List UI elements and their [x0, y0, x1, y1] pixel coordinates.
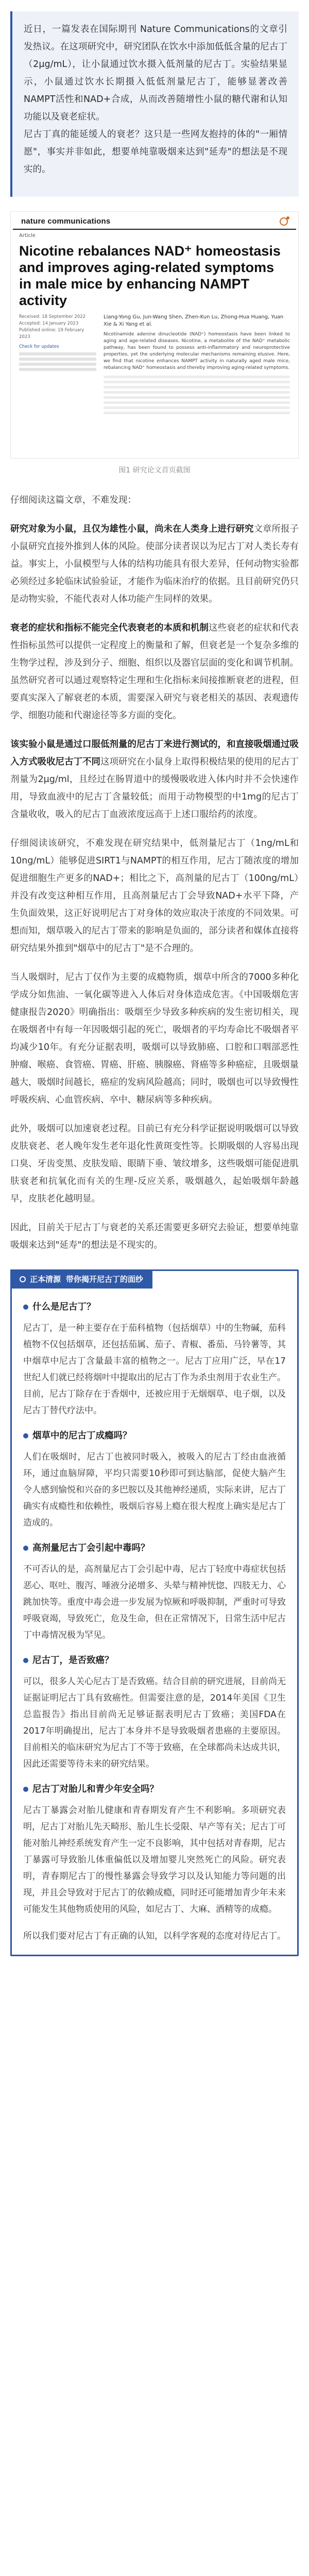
paper-authors: Liang-Yong Gu, Jun-Wang Shen, Zhen-Kun Lu, Zhong-Hua Huang, Yuan Xie & Xi Yang et al.	[104, 314, 284, 327]
faq-answer-1: 尼古丁，是一种主要存在于茄科植物（包括烟草）中的生物碱，茄科植物不仅包括烟草，还包括茄属、茄子、青椒、番茄、马铃薯等，其中烟草中尼古丁含量最丰富的植物之一。尼古丁应用广泛，早在17世纪人们就已经将烟叶中提取出的尼古丁作为杀虫剂用于农业生产。目前，尼古丁除存在于香烟中，还被应用于无烟烟草、电子烟，以及尼古丁替代疗法中。	[23, 1323, 286, 1416]
abstract-continuation	[104, 376, 290, 414]
paper-screenshot-figure	[10, 211, 299, 459]
point-1-body: 文章所报子小鼠研究直接外推到人体的风险。使部分读者误以为尼古丁对人类长寿有益。事实上，小鼠模型与人体的结构功能具有很大差异，任何动物实验都必须经过多轮临床试验验证，才能作为临床治疗的依据。且目前研究仍只是动物实验，不能代表对人体功能产生同样的效果。	[10, 524, 299, 604]
faq-answer-5: 尼古丁暴露会对胎儿健康和青春期发育产生不利影响。多项研究表明，尼古丁对胎儿先天畸形、胎儿生长受限、早产等有关；尼古丁可能对胎儿神经系统发育产生一定不良影响，其中包括对青春期，尼古丁暴露可导致胎儿体重偏低以及增加婴儿突然死亡的风险。研究表明，青春期尼古丁的慢性暴露会导致学习以及认知能力等问题的出现，并且会导致对于尼古丁的依赖成瘾，同时还可能增加青少年未来可能发生其他物质使用的风险，如尼古丁、大麻、酒精等的成瘾。	[23, 1805, 286, 1914]
faq-question-3: 高剂量尼古丁会引起中毒吗？	[23, 1540, 286, 1556]
faq-section-label: 正本清源	[30, 1275, 61, 1284]
abstract-text: Nicotinamide adenine dinucleotide (NAD⁺) homeostasis have been linked to aging and age-related diseases. Nicotine, a metabolite of the NAD⁺ metabolic pathway, has been found to possess anti-inflammatory and neuroprotective properties, yet the underlying molecular mechanisms remaining elusive. Here, we find that nicotine enhances NAMPT activity in naturally aged male mice, rebalancing NAD⁺ homeostasis and thereby improving aging-related symptoms.	[104, 332, 290, 370]
faq-answer-2: 人们在吸烟时，尼古丁也被同时吸入，被吸入的尼古丁经由血液循环，通过血脑屏障，平均只需要10秒即可到达脑部，促使大脑产生令人感到愉悦和兴奋的多巴胺以及其他神经递质，实际来讲，尼古丁确实有成瘾性和依赖性，吸烟后容易上瘾在很大程度上确实是尼古丁造成的。	[23, 1452, 286, 1528]
article-type: Article	[19, 233, 36, 239]
bullet-icon	[23, 1658, 28, 1663]
para-conclusion: 因此，目前关于尼古丁与衰老的关系还需要更多研究去验证，想要单纯靠吸烟来达到"延寿"的想法是不现实的。	[10, 1223, 299, 1250]
bullet-icon	[23, 1787, 28, 1792]
faq-question-5: 尼古丁对胎儿和青少年安全吗？	[23, 1782, 286, 1797]
faq-answer-4: 可以，很多人关心尼古丁是否致癌。结合目前的研究进展，目前尚无证据证明尼古丁具有致癌性。但需要注意的是，2014年美国《卫生总监报告》指出目前尚无足够证据表明尼古丁致癌；美国FDA在2017年明确提出，尼古丁本身并不是导致吸烟者患癌的主要原因。目前相关的临床研究为尼古丁不等于致癌，在全球都尚未达成共识，因此还需要等待未来的研究结果。	[23, 1676, 286, 1769]
meta-check-updates: Check for updates	[19, 344, 59, 349]
meta-received: Received: 18 September 2022	[19, 314, 86, 319]
para-dose-effect: 仔细阅读该研究，不难发现在研究结果中，低剂量尼古丁（1ng/mL和10ng/mL）能够促进SIRT1与NAMPT的相互作用，尼古丁随浓度的增加促进细胞生产更多的NAD+；相比之下，高剂量的尼古丁（100ng/mL）并没有改变这种相互作用，且高剂量尼古丁会导致NAD+水平下降，产生负面效果，这正好说明尼古丁对身体的效应取决于浓度的不同效果。可想而知，烟草吸入的尼古丁带来的影响是负面的，部分读者和媒体直接将研究结果外推到"烟草中的尼古丁"是不合理的。	[10, 838, 299, 954]
para-observation: 仔细阅读这篇文章，不难发现：	[10, 495, 136, 505]
faq-section-title: 带你揭开尼古丁的面纱	[66, 1275, 144, 1284]
bullet-icon	[23, 1546, 28, 1551]
para-point-2	[10, 619, 299, 724]
paper-body	[11, 314, 298, 417]
paper-title: Nicotine rebalances NAD⁺ homeostasis and improves aging-related symptoms in male mice by enhancing NAMPT activity	[19, 243, 281, 308]
faq-question-4: 尼古丁，是否致癌？	[23, 1653, 286, 1668]
open-access-icon	[280, 217, 288, 226]
point-2-heading: 衰老的症状和指标不能完全代表衰老的本质和机制	[10, 623, 209, 633]
para-smoking-harm: 当人吸烟时，尼古丁仅作为主要的成瘾物质，烟草中所含的7000多种化学成分如焦油、一氧化碳等进入人体后对身体造成危害。《中国吸烟危害健康报告2020》明确指出：吸烟至少导致多种疾病的发生密切相关，现在吸烟者中有每一年因吸烟引起的死亡，吸烟者的平均寿命比不吸烟者平均减少10年。有充分证据表明，吸烟可以导致肺癌、口腔和口咽部恶性肿瘤、喉癌、食管癌、胃癌、肝癌、胰腺癌、肾癌等多种癌症，且吸烟量越大，吸烟时间越长，癌症的发病风险越高；同时，吸烟也可以导致慢性呼吸疾病、心血管疾病、卒中、糖尿病等多种疾病。	[10, 972, 299, 1105]
meta-accepted: Accepted: 14 January 2023	[19, 321, 79, 326]
bullet-icon	[23, 1304, 28, 1310]
closing-text: 所以我们要对尼古丁有正确的认知，以科学客观的态度对待尼古丁。	[23, 1931, 286, 1941]
intro-box	[10, 11, 299, 197]
point-1-heading: 研究对象为小鼠，且仅为雄性小鼠，尚未在人类身上进行研究	[10, 524, 254, 534]
journal-name: nature communications	[21, 217, 111, 226]
para-point-1	[10, 520, 299, 608]
faq-question-1: 什么是尼古丁？	[23, 1299, 286, 1315]
paper-abstract	[104, 314, 290, 417]
faq-section-header	[10, 1269, 152, 1289]
journal-header	[13, 212, 296, 230]
faq-section	[10, 1269, 299, 1956]
point-2-body: 这些衰老的症状和代表性指标虽然可以提供一定程度上的衡量和了解，但衰老是一个复杂多维的生物学过程，涉及到分子、细胞、组织以及器官层面的变化和调节机制。虽然研究者可以通过观察特定生理和生化指标来间接推断衰老的进程，但要真实深入了解衰老的本质，需要深入研究与衰老相关的基因、表观遗传学、细胞功能和代谢途径等多方面的变化。	[10, 623, 299, 721]
point-3-body: 这项研究在小鼠身上取得积极结果的使用的尼古丁剂量为2μg/ml，且经过在肠胃道中的缓慢吸收进入体内时并不会快速作用，导致血液中的尼古丁含量较低；而用于动物模型的中1mg的尼古丁含量收收，吸入的尼古丁血液浓度远高于上述口服给药的浓度。	[10, 757, 299, 820]
para-aging: 此外，吸烟可以加速衰老过程。目前已有充分科学证据说明吸烟可以导致皮肤衰老、老人晚年发生老年退化性黄斑变性等。长期吸烟的人容易出现口臭、牙齿变黑、皮肤发暗、眼睛下垂、皱纹增多，这些吸烟可能促进肌肤衰老和抗氧化而有关的生理-反应关系，吸烟越久，起始吸烟年龄越早，皮肤老化越明显。	[10, 1124, 299, 1204]
figure-caption: 图1 研究论文首页截图	[118, 466, 191, 474]
paper-meta	[19, 314, 96, 417]
meta-published: Published online: 19 February 2023	[19, 328, 84, 340]
para-point-3	[10, 736, 299, 823]
intro-text: 近日，一篇发表在国际期刊 Nature Communications的文章引发热议。在这项研究中，研究团队在饮水中添加低低含量的尼古丁（2μg/mL），让小鼠通过饮水摄入低剂量的尼古丁。实验结果显示，小鼠通过饮水长期摄入低低剂量尼古丁，能够显著改善NAMPT活性和NAD+合成，从而改善随增性小鼠的糖代谢和认知功能以及衰老症状。 尼古丁真的能延缓人的衰老？这只是一些网友抱持的体的"一厢情愿"，事实并非如此，想要单纯靠吸烟来达到"延寿"的想法是不现实的。	[24, 24, 287, 175]
bullet-icon	[23, 1433, 28, 1438]
point-3-heading: 该实验小鼠是通过口服低剂量的尼古丁来进行测试的，和直接吸烟通过吸入方式吸收尼古丁不同	[10, 739, 299, 767]
faq-answer-3: 不可否认的是，高剂量尼古丁会引起中毒，尼古丁轻度中毒症状包括恶心、呕吐、腹泻、唾液分泌增多、头晕与精神恍惚、四肢无力、心跳加快等。重度中毒会进一步发展为惊厥和呼吸抑制，严重时可导致呼吸衰竭，导致死亡，危及生命，但在正常情况下，日常生活中尼古丁中毒情况极为罕见。	[23, 1564, 286, 1640]
lightbulb-icon	[20, 1276, 26, 1282]
faq-question-2: 烟草中的尼古丁成瘾吗？	[23, 1428, 286, 1444]
